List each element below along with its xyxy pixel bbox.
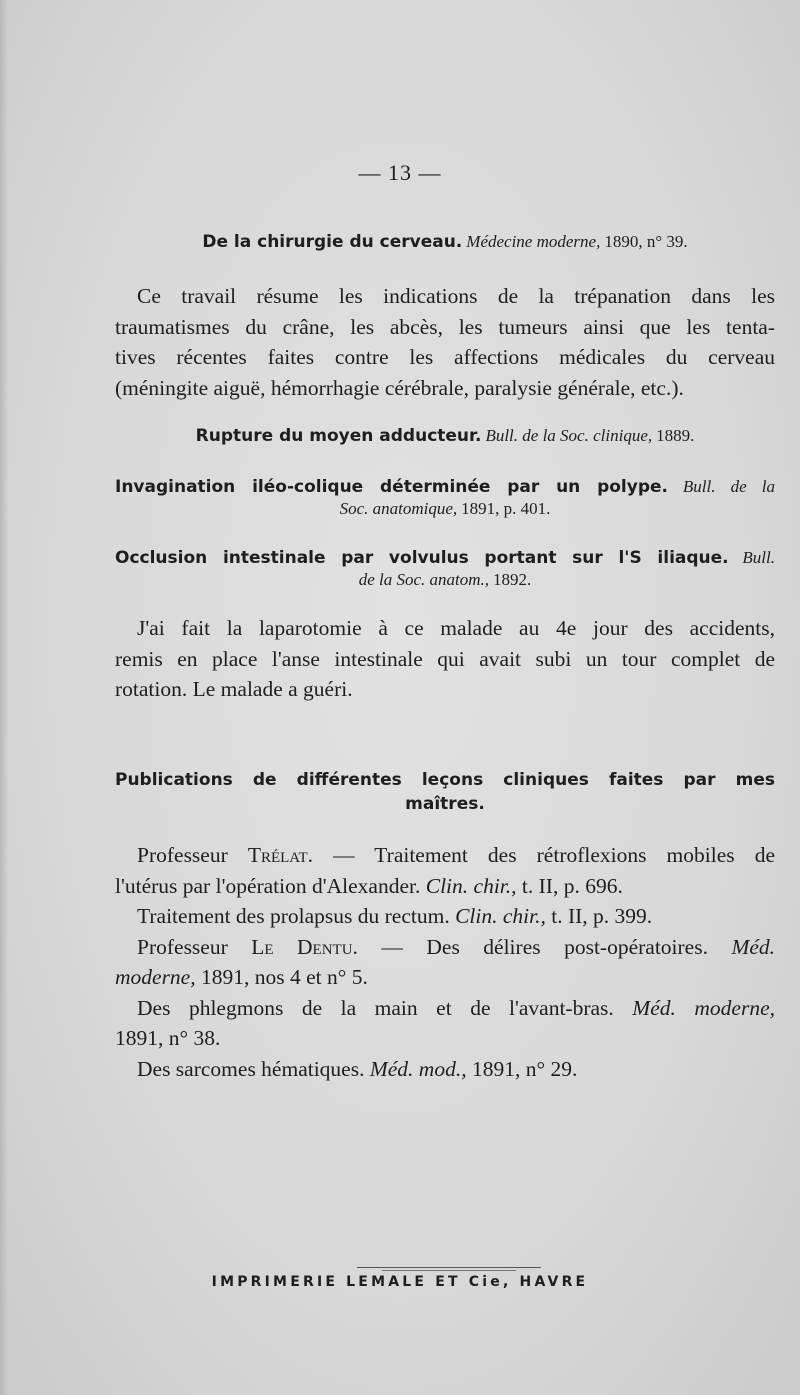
publications-heading (115, 770, 775, 814)
page-number: — 13 — (358, 160, 442, 185)
entry-occlusion (115, 548, 775, 590)
publications-list (115, 840, 775, 1084)
entry-ref: 1891, p. 401. (461, 499, 551, 518)
entry-cerveau (115, 232, 775, 252)
entry-title: Invagination iléo-colique déterminée par un polype. (115, 477, 668, 497)
paragraph-line: tives récentes faites contre les affections médicales du cerveau (115, 345, 775, 369)
heading-line: Publications de différentes leçons cliniques faites par mes (115, 770, 775, 790)
entry-ref: 1889. (656, 426, 695, 445)
entry-title: Occlusion intestinale par volvulus portant sur l'S iliaque. (115, 548, 729, 568)
publication-dentu-line2: moderne, 1891, nos 4 et n° 5. (115, 965, 368, 989)
printer-imprint: IMPRIMERIE LEMALE ET Cie, HAVRE (211, 1274, 589, 1290)
footer-rule-short (382, 1270, 516, 1271)
publication-prolapsus: Traitement des prolapsus du rectum. Clin. chir., t. II, p. 399. (137, 904, 653, 928)
publication-sarcomes: Des sarcomes hématiques. Méd. mod., 1891, n° 29. (137, 1056, 578, 1081)
publication-dentu: Professeur Le Dentu. — Des délires post-opératoires. Méd. (137, 934, 776, 959)
paragraph-trepanation (115, 281, 775, 403)
paragraph-line: traumatismes du crâne, les abcès, les tumeurs ainsi que les tenta- (115, 314, 775, 339)
author-name: Trélat. (247, 843, 314, 867)
publication-trelat: Professeur Trélat. — Traitement des rétroflexions mobiles de (137, 843, 776, 867)
entry-journal: Bull. (742, 548, 775, 567)
paragraph-line: rotation. Le malade a guéri. (115, 677, 353, 701)
entry-invagination (115, 477, 775, 519)
paragraph-line: J'ai fait la laparotomie à ce malade au 4e jour des accidents, (137, 616, 775, 640)
entry-journal: de la Soc. anatom., (358, 570, 490, 589)
author-name: Le Dentu. (251, 934, 358, 959)
entry-journal: Soc. anatomique, (339, 499, 458, 518)
entry-ref: 1892. (493, 570, 532, 589)
entry-adducteur (115, 426, 775, 446)
publication-phlegmons-line2: 1891, n° 38. (115, 1026, 221, 1050)
paragraph-line: (méningite aiguë, hémorrhagie cérébrale, paralysie générale, etc.). (115, 375, 684, 400)
footer-rule (357, 1267, 541, 1268)
entry-ref: 1890, n° 39. (604, 232, 688, 251)
entry-title: De la chirurgie du cerveau. (202, 232, 463, 252)
paragraph-line: remis en place l'anse intestinale qui avait subi un tour complet de (115, 646, 775, 671)
publication-phlegmons: Des phlegmons de la main et de l'avant-bras. Méd. moderne, (137, 995, 775, 1020)
entry-title: Rupture du moyen adducteur. (195, 426, 482, 446)
entry-journal: Bull. de la (682, 477, 775, 496)
paragraph-laparotomie (115, 613, 775, 705)
paragraph-line: Ce travail résume les indications de la trépanation dans les (137, 284, 775, 308)
heading-line: maîtres. (405, 794, 485, 814)
publication-trelat-line2: l'utérus par l'opération d'Alexander. Clin. chir., t. II, p. 696. (115, 873, 623, 898)
entry-journal: Bull. de la Soc. clinique, (485, 426, 653, 445)
entry-journal: Médecine moderne, (466, 232, 601, 251)
page-edge-shadow (0, 0, 8, 1395)
